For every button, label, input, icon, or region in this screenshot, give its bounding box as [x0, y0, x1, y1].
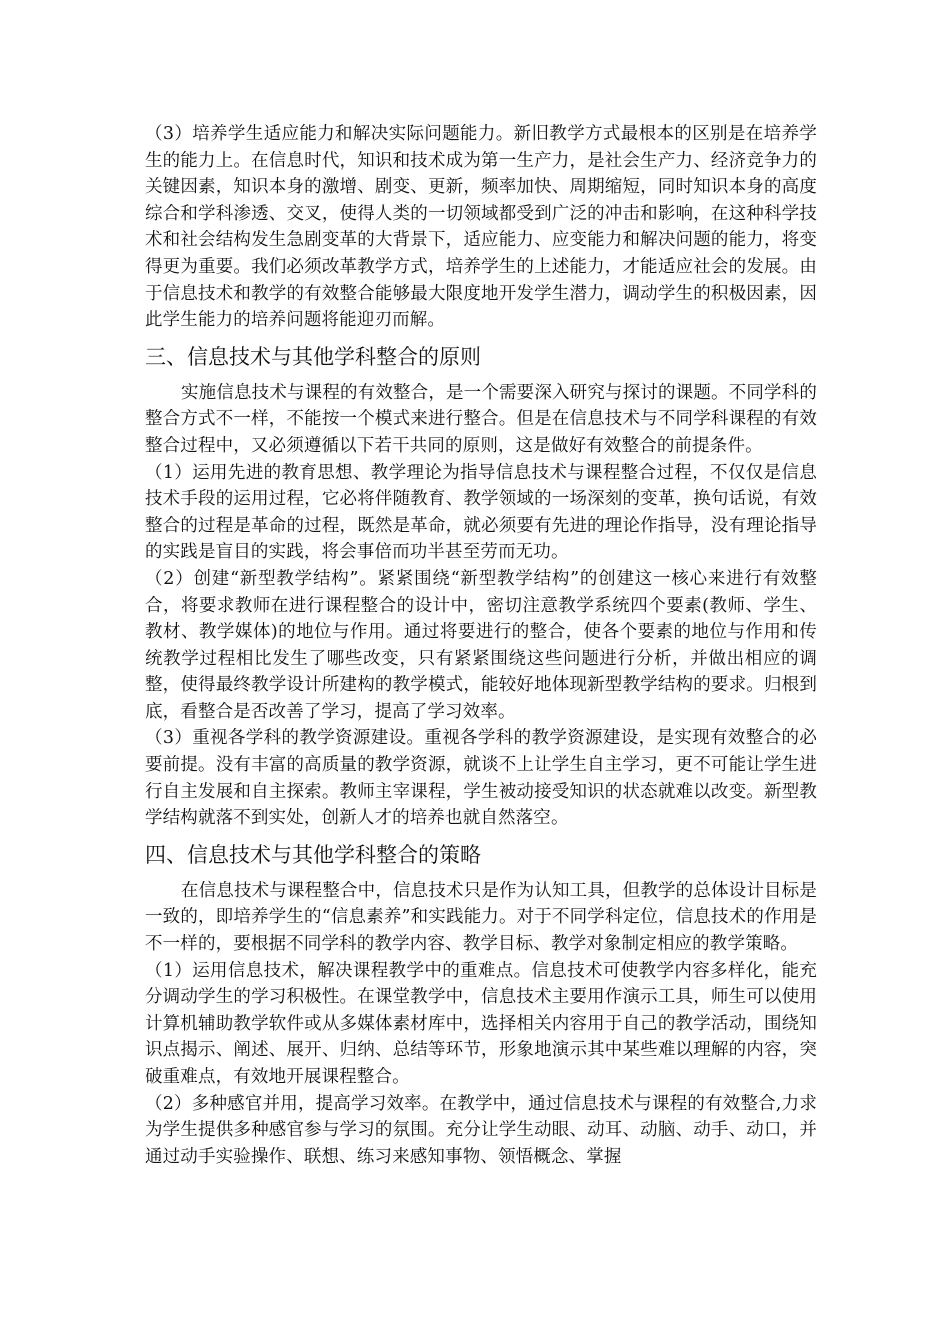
- paragraph-strategy-2: （2）多种感官并用，提高学习效率。在教学中，通过信息技术与课程的有效整合,力求为学生提供多种感官参与学习的氛围。充分让学生动眼、动耳、动脑、动手、动口，并通过动手实验操作、联想、练习来感知事物、领悟概念、掌握: [145, 1093, 817, 1167]
- section-heading-principles: 三、信息技术与其他学科整合的原则: [145, 344, 481, 369]
- paragraph-principles-intro: 实施信息技术与课程的有效整合，是一个需要深入研究与探讨的课题。不同学科的整合方式不一样，不能按一个模式来进行整合。但是在信息技术与不同学科课程的有效整合过程中，又必须遵循以下若干共同的原则，这是做好有效整合的前提条件。: [145, 382, 817, 456]
- paragraph-principle-2: （2）创建“新型教学结构”。紧紧围绕“新型教学结构”的创建这一核心来进行有效整合，将要求教师在进行课程整合的设计中，密切注意教学系统四个要素(教师、学生、教材、教学媒体)的地位与作用。通过将要进行的整合，使各个要素的地位与作用和传统教学过程相比发生了哪些改变，只有紧紧围绕这些问题进行分析，并做出相应的调整，使得最终教学设计所建构的教学模式，能较好地体现新型教学结构的要求。归根到底，看整合是否改善了学习，提高了学习效率。: [145, 568, 817, 722]
- section-heading-strategies: 四、信息技术与其他学科整合的策略: [145, 842, 481, 867]
- paragraph-principle-3: （3）重视各学科的教学资源建设。重视各学科的教学资源建设，是实现有效整合的必要前提。没有丰富的高质量的教学资源，就谈不上让学生自主学习，更不可能让学生进行自主发展和自主探索。教师主宰课程，学生被动接受知识的状态就难以改变。新型教学结构就落不到实处，创新人才的培养也就自然落空。: [145, 728, 817, 829]
- paragraph-strategies-intro: 在信息技术与课程整合中，信息技术只是作为认知工具，但教学的总体设计目标是一致的，即培养学生的“信息素养”和实践能力。对于不同学科定位，信息技术的作用是不一样的，要根据不同学科的教学内容、教学目标、教学对象制定相应的教学策略。: [145, 880, 817, 955]
- document-body: [145, 121, 817, 1170]
- paragraph-ability-training: （3）培养学生适应能力和解决实际问题能力。新旧教学方式最根本的区别是在培养学生的能力上。在信息时代，知识和技术成为第一生产力，是社会生产力、经济竞争力的关键因素，知识本身的激增、剧变、更新，频率加快、周期缩短，同时知识本身的高度综合和学科渗透、交叉，使得人类的一切领域都受到广泛的冲击和影响，在这种科学技术和社会结构发生急剧变革的大背景下，适应能力、应变能力和解决问题的能力，将变得更为重要。我们必须改革教学方式，培养学生的上述能力，才能适应社会的发展。由于信息技术和教学的有效整合能够最大限度地开发学生潜力，调动学生的积极因素，因此学生能力的培养问题将能迎刃而解。: [145, 124, 817, 331]
- paragraph-principle-1: （1）运用先进的教育思想、教学理论为指导信息技术与课程整合过程，不仅仅是信息技术手段的运用过程，它必将伴随教育、教学领域的一场深刻的变革，换句话说，有效整合的过程是革命的过程，既然是革命，就必须要有先进的理论作指导，没有理论指导的实践是盲目的实践，将会事倍而功半甚至劳而无功。: [145, 462, 817, 563]
- paragraph-strategy-1: （1）运用信息技术，解决课程教学中的重难点。信息技术可使教学内容多样化，能充分调动学生的学习积极性。在课堂教学中，信息技术主要用作演示工具，师生可以使用计算机辅助教学软件或从多媒体素材库中，选择相关内容用于自己的教学活动，围绕知识点揭示、阐述、展开、归纳、总结等环节，形象地演示其中某些难以理解的内容，突破重难点，有效地开展课程整合。: [145, 960, 817, 1087]
